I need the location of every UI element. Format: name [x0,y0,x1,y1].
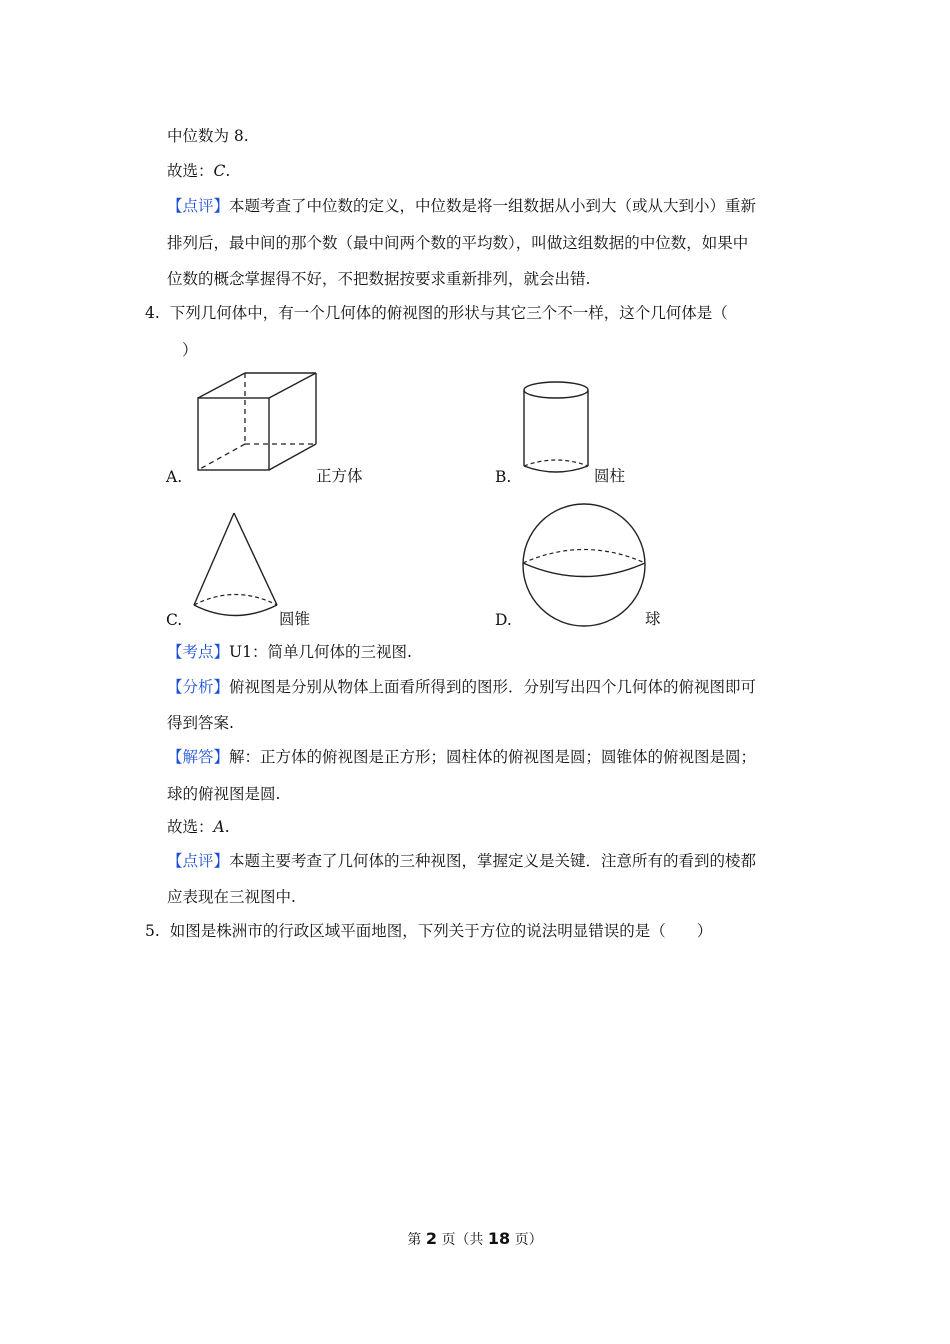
median-line: 中位数为 8. [167,127,249,145]
option-a-letter: A. [166,468,183,486]
comment-tag: 【点评】 [167,852,230,870]
q4-number: 4. [145,304,160,322]
kaodian-tag: 【考点】 [167,643,230,661]
option-b-letter: B. [495,468,512,486]
q4-jieda-line-1: 【解答】解：正方体的俯视图是正方形；圆柱体的俯视图是圆；圆锥体的俯视图是圆； [167,748,757,766]
q4-kaodian-line: 【考点】U1：简单几何体的三视图. [167,643,412,661]
q3-comment-line-3: 位数的概念掌握得不好，不把数据按要求重新排列，就会出错. [167,270,591,288]
q4-fenxi-line-2: 得到答案. [167,714,234,732]
q4-jieda-line-2: 球的俯视图是圆. [167,785,281,803]
q4-comment-line-2: 应表现在三视图中. [167,888,296,906]
option-d-letter: D. [495,611,512,629]
cone-figure [190,508,282,624]
fenxi-tag: 【分析】 [167,678,230,696]
q5-stem-line: 5. 如图是株洲市的行政区域平面地图，下列关于方位的说法明显错误的是（ ） [145,922,713,940]
total-pages: 18 [487,1229,511,1248]
sphere-figure [520,502,650,630]
q3-comment-line-1: 【点评】本题考查了中位数的定义，中位数是将一组数据从小到大（或从大到小）重新 [167,197,757,215]
comment-tag: 【点评】 [167,197,230,215]
option-c-letter: C. [166,611,183,629]
jieda-tag: 【解答】 [167,748,230,766]
q4-comment-line-1: 【点评】本题主要考查了几何体的三种视图，掌握定义是关键．注意所有的看到的棱都 [167,852,757,870]
page-footer: 第 2 页（共 18 页） [407,1229,543,1248]
cylinder-figure [518,380,598,480]
option-a-label: 正方体 [316,467,363,485]
option-d-label: 球 [645,610,661,628]
q4-fenxi-line-1: 【分析】俯视图是分别从物体上面看所得到的图形．分别写出四个几何体的俯视图即可 [167,678,757,696]
q3-comment-line-2: 排列后，最中间的那个数（最中间两个数的平均数），叫做这组数据的中位数，如果中 [167,234,749,252]
q5-number: 5. [145,922,160,940]
option-c-label: 圆锥 [279,610,311,628]
q3-answer-line: 故选：C. [167,162,231,180]
q4-answer-line: 故选：A. [167,818,230,836]
cube-figure [190,368,325,478]
q4-stem-line-1: 4. 下列几何体中，有一个几何体的俯视图的形状与其它三个不一样，这个几何体是（ [145,304,728,322]
page-number: 2 [425,1229,437,1248]
option-b-label: 圆柱 [594,467,626,485]
q4-stem-line-2: ） [182,341,198,359]
